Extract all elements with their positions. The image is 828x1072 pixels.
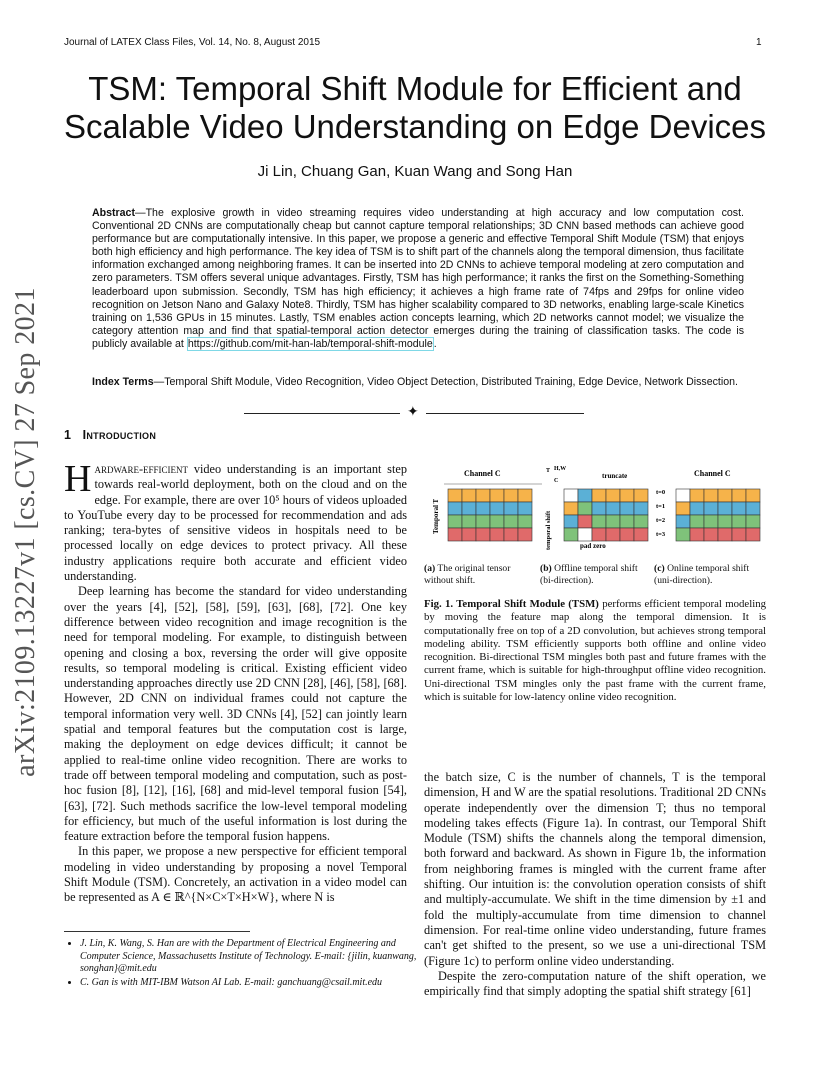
intro-paragraph-2: Deep learning has become the standard for video understanding over the years [4], [52], [58], [59], [63], [68], [72]. One key difference between video recognition and image recognition is the need for temporal modeling. For example, to distinguish between opening and closing a box, reversing the order will give opposite results, so temporal modeling is critical. Existing efficient video understanding approaches directly use 2D CNN [28], [46], [58], [68]. However, 2D CNN on individual frames could not capture the temporal information very well. 3D CNNs [4], [52] can jointly learn spatial and temporal features but the computation cost is large, making the deployment on edge devices difficult; it cannot be applied to real-time online video recognition. There are works to trade off between temporal modeling and computation, such as post-hoc fusion [8], [12], [16], [68] and mid-level temporal fusion [54], [63], [72]. Such methods sacrifice the low-level temporal modeling for efficiency, but much of the useful information is lost during the feature extraction before the temporal fusion happens. xyxy=(64,584,407,844)
grid-b-cell xyxy=(606,528,620,541)
time-label-2: t=2 xyxy=(656,517,666,524)
grid-a-cell xyxy=(504,528,518,541)
subcaption-b-text: Offline temporal shift (bi-direction). xyxy=(540,563,638,586)
time-label-0: t=0 xyxy=(656,489,666,496)
grid-b-cell xyxy=(620,515,634,528)
grid-b-cell xyxy=(564,502,578,515)
time-label-3: t=3 xyxy=(656,531,666,538)
grid-a-cell xyxy=(490,528,504,541)
intro-smallcaps: ardware-efficient xyxy=(94,462,189,476)
subcaption-a-tag: (a) xyxy=(424,563,436,574)
grid-a-cell xyxy=(504,489,518,502)
grid-a-cell xyxy=(490,515,504,528)
grid-a-cell xyxy=(462,515,476,528)
grid-b-cell xyxy=(592,489,606,502)
right-column xyxy=(424,770,766,999)
grid-a-cell xyxy=(490,489,504,502)
grid-c-cell xyxy=(718,528,732,541)
subcaption-c-tag: (c) xyxy=(654,563,665,574)
temporal-shift-label: temporal shift xyxy=(545,510,552,550)
grid-b-cell xyxy=(606,502,620,515)
grid-c-cell xyxy=(704,515,718,528)
abstract-end: . xyxy=(433,337,437,350)
grid-a-cell xyxy=(476,515,490,528)
subcaption-c xyxy=(654,563,766,586)
title-line-1: TSM: Temporal Shift Module for Efficient and xyxy=(88,70,742,107)
grid-a-cell xyxy=(518,489,532,502)
grid-c-cell xyxy=(746,502,760,515)
grid-b-cell xyxy=(592,502,606,515)
grid-c-cell xyxy=(690,502,704,515)
subcaption-c-text: Online temporal shift (uni-direction). xyxy=(654,563,750,586)
code-link[interactable]: https://github.com/mit-han-lab/temporal-shift-module xyxy=(187,337,433,350)
subcaption-b-tag: (b) xyxy=(540,563,552,574)
grid-c-cell xyxy=(732,489,746,502)
intro-paragraph-3: In this paper, we propose a new perspective for efficient temporal modeling in video understanding by proposing a novel Temporal Shift Module (TSM). Concretely, an activation in a video model can be represented as A ∈ ℝ^{N×C×T×H×W}, where N is xyxy=(64,844,407,905)
title-line-2: Scalable Video Understanding on Edge Devices xyxy=(63,108,767,145)
grid-c-cell xyxy=(676,515,690,528)
panel-b-axis-c: C xyxy=(554,478,559,484)
index-terms-text: —Temporal Shift Module, Video Recognition, Video Object Detection, Distributed Training, Edge Device, Network Dissection. xyxy=(153,376,738,388)
authors: Ji Lin, Chuang Gan, Kuan Wang and Song Han xyxy=(257,163,573,180)
grid-c-cell xyxy=(746,528,760,541)
grid-c-cell xyxy=(690,489,704,502)
grid-c-cell xyxy=(746,515,760,528)
panel-c-grid xyxy=(676,489,760,541)
grid-b-cell xyxy=(564,515,578,528)
grid-b-cell xyxy=(564,528,578,541)
grid-a-cell xyxy=(518,515,532,528)
abstract xyxy=(92,207,744,351)
intro-paragraph-1 xyxy=(64,458,407,584)
footnote-rule xyxy=(64,931,250,932)
panel-a-grid xyxy=(448,489,532,541)
page-number: 1 xyxy=(756,37,762,48)
time-label-1: t=1 xyxy=(656,503,666,510)
panel-b-axis-hw: H,W xyxy=(554,466,567,472)
grid-c-cell xyxy=(690,528,704,541)
grid-b-cell xyxy=(620,489,634,502)
right-paragraph-1: the batch size, C is the number of channels, T is the temporal dimension, H and W are the spatial resolutions. Traditional 2D CNNs operate independently over the dimension T; thus no temporal modeling takes effects (Figure 1a). In contrast, our Temporal Shift Module (TSM) shifts the channels along the temporal dimension, both forward and backward. As shown in Figure 1b, the information from neighboring frames is mingled with the current frame after shifting. Our intuition is: the convolution operation consists of shift and multiply-accumulate. We shift in the time dimension by ±1 and fold the multiply-accumulate from time dimension to channel dimension. For real-time online video understanding, future frames can't get shifted to the present, so we use a uni-directional TSM (Figure 1c) to perform online video understanding. xyxy=(424,770,766,968)
pad-zero-label: pad zero xyxy=(580,542,606,550)
grid-c-cell xyxy=(732,502,746,515)
grid-c-cell xyxy=(718,515,732,528)
right-paragraph-2: Despite the zero-computation nature of the shift operation, we empirically find that simply adopting the spatial shift strategy [61] xyxy=(424,968,766,999)
abstract-text: —The explosive growth in video streaming requires video understanding at high accuracy and low computation cost. Conventional 2D CNNs are computationally cheap but cannot capture temporal relationships; 3D CNN based methods can achieve good performance but are computationally intensive. In this paper, we propose a generic and effective Temporal Shift Module (TSM) that enjoys both high efficiency and high performance. The key idea of TSM is to shift part of the channels along the temporal dimension, thus facilitate information exchanged among neighboring frames. It can be inserted into 2D CNNs to achieve temporal modeling at zero computation and zero parameters. TSM offers several unique advantages. Firstly, TSM has high performance; it ranks the first on the Something-Something leaderboard upon submission. Secondly, TSM has high efficiency; it achieves a high frame rate of 74fps and 29fps for online video recognition on Jetson Nano and Galaxy Note8. Thirdly, TSM has higher scalability compared to 3D networks, enabling large-scale Kinetics training on 1,536 GPUs in 15 minutes. Lastly, TSM enables action concepts learning, which 2D networks cannot model; we visualize the category attention map and find that spatial-temporal action detector emerges during the training of classification tasks. The code is publicly available at xyxy=(92,207,744,350)
grid-c-cell xyxy=(704,502,718,515)
grid-c-cell xyxy=(704,528,718,541)
panel-a-channel-label: Channel C xyxy=(464,469,501,478)
grid-a-cell xyxy=(518,528,532,541)
grid-c-cell xyxy=(718,489,732,502)
grid-b-cell xyxy=(578,515,592,528)
panel-b-axis-t: T xyxy=(546,468,551,474)
grid-c-cell xyxy=(676,502,690,515)
grid-a-cell xyxy=(518,502,532,515)
grid-c-cell xyxy=(718,502,732,515)
grid-b-cell xyxy=(592,515,606,528)
grid-b-cell xyxy=(634,489,648,502)
grid-a-cell xyxy=(462,502,476,515)
section-title: Introduction xyxy=(82,428,157,442)
arxiv-stamp: arXiv:2109.13227v1 [cs.CV] 27 Sep 2021 xyxy=(10,287,41,777)
grid-c-cell xyxy=(676,528,690,541)
separator-right xyxy=(426,413,584,414)
subcaption-b xyxy=(540,563,648,586)
footnote-1: • J. Lin, K. Wang, S. Han are with the Department of Electrical Engineering and Computer Science, Massachusetts Institute of Technology. E-mail: {jilin, kuanwang, songhan}@mit.edu xyxy=(80,938,423,976)
grid-c-cell xyxy=(704,489,718,502)
grid-b-cell xyxy=(578,489,592,502)
grid-a-cell xyxy=(448,489,462,502)
subcaption-a-text: The original tensor without shift. xyxy=(424,563,511,586)
grid-b-cell xyxy=(634,502,648,515)
footnotes xyxy=(64,938,423,990)
figure-caption xyxy=(424,598,766,704)
intro-p1-text: video understanding is an important step towards real-world deployment, both on the cloud and on the edge. For example, there are over 10⁵ hours of videos uploaded to YouTube every day to be processed for recommendation and ads ranking; tera-bytes of sensitive videos in hospitals need to be processed locally on edge devices to protect privacy. All these industry applications require both accurate and efficient video understanding. xyxy=(64,462,407,584)
grid-b-cell xyxy=(564,489,578,502)
running-header: Journal of LATEX Class Files, Vol. 14, No. 8, August 2015 xyxy=(64,37,321,48)
grid-c-cell xyxy=(732,528,746,541)
footnote-2: • C. Gan is with MIT-IBM Watson AI Lab. E-mail: ganchuang@csail.mit.edu xyxy=(80,977,423,990)
separator-left xyxy=(244,413,400,414)
panel-b xyxy=(545,466,648,550)
index-terms-label: Index Terms xyxy=(92,376,154,388)
subcaption-a xyxy=(424,563,534,586)
grid-a-cell xyxy=(448,528,462,541)
grid-a-cell xyxy=(462,528,476,541)
panel-a-temporal-label: Temporal T xyxy=(432,498,440,534)
grid-a-cell xyxy=(490,502,504,515)
grid-c-cell xyxy=(690,515,704,528)
paper-title xyxy=(40,70,790,146)
grid-b-cell xyxy=(634,515,648,528)
section-heading xyxy=(64,428,156,442)
grid-b-cell xyxy=(592,528,606,541)
panel-c-channel-label: Channel C xyxy=(694,469,731,478)
grid-c-cell xyxy=(732,515,746,528)
truncate-label: truncate xyxy=(602,472,628,480)
grid-a-cell xyxy=(476,489,490,502)
grid-a-cell xyxy=(476,528,490,541)
grid-a-cell xyxy=(504,515,518,528)
abstract-label: Abstract xyxy=(92,207,135,219)
grid-b-cell xyxy=(606,515,620,528)
grid-a-cell xyxy=(504,502,518,515)
grid-b-cell xyxy=(620,502,634,515)
section-number: 1 xyxy=(64,428,72,442)
grid-a-cell xyxy=(448,515,462,528)
grid-a-cell xyxy=(476,502,490,515)
figure-caption-text: performs efficient temporal modeling by moving the feature map along the temporal dimension. It is computationally free on top of a 2D convolution, but achieves strong temporal modeling ability. TSM efficiently supports both offline and online video recognition. Bi-directional TSM mingles both past and future frames with the current frame, which is suitable for high-throughput offline video recognition. Uni-directional TSM mingles only the past frame with the current frame, which is suitable for low-latency online video recognition. xyxy=(424,598,767,704)
grid-b-cell xyxy=(578,502,592,515)
drop-cap: H xyxy=(64,458,92,500)
panel-b-grid xyxy=(564,489,648,541)
grid-a-cell xyxy=(448,502,462,515)
grid-c-cell xyxy=(676,489,690,502)
grid-b-cell xyxy=(634,528,648,541)
separator-diamond: ✦ xyxy=(407,405,419,420)
figure-1-diagram xyxy=(424,462,768,562)
figure-caption-label: Fig. 1. Temporal Shift Module (TSM) xyxy=(424,598,599,610)
grid-b-cell xyxy=(606,489,620,502)
panel-a xyxy=(432,469,542,541)
grid-c-cell xyxy=(746,489,760,502)
grid-b-cell xyxy=(620,528,634,541)
grid-b-cell xyxy=(578,528,592,541)
grid-a-cell xyxy=(462,489,476,502)
index-terms xyxy=(92,375,752,389)
panel-c xyxy=(656,469,760,541)
left-column xyxy=(64,458,407,906)
